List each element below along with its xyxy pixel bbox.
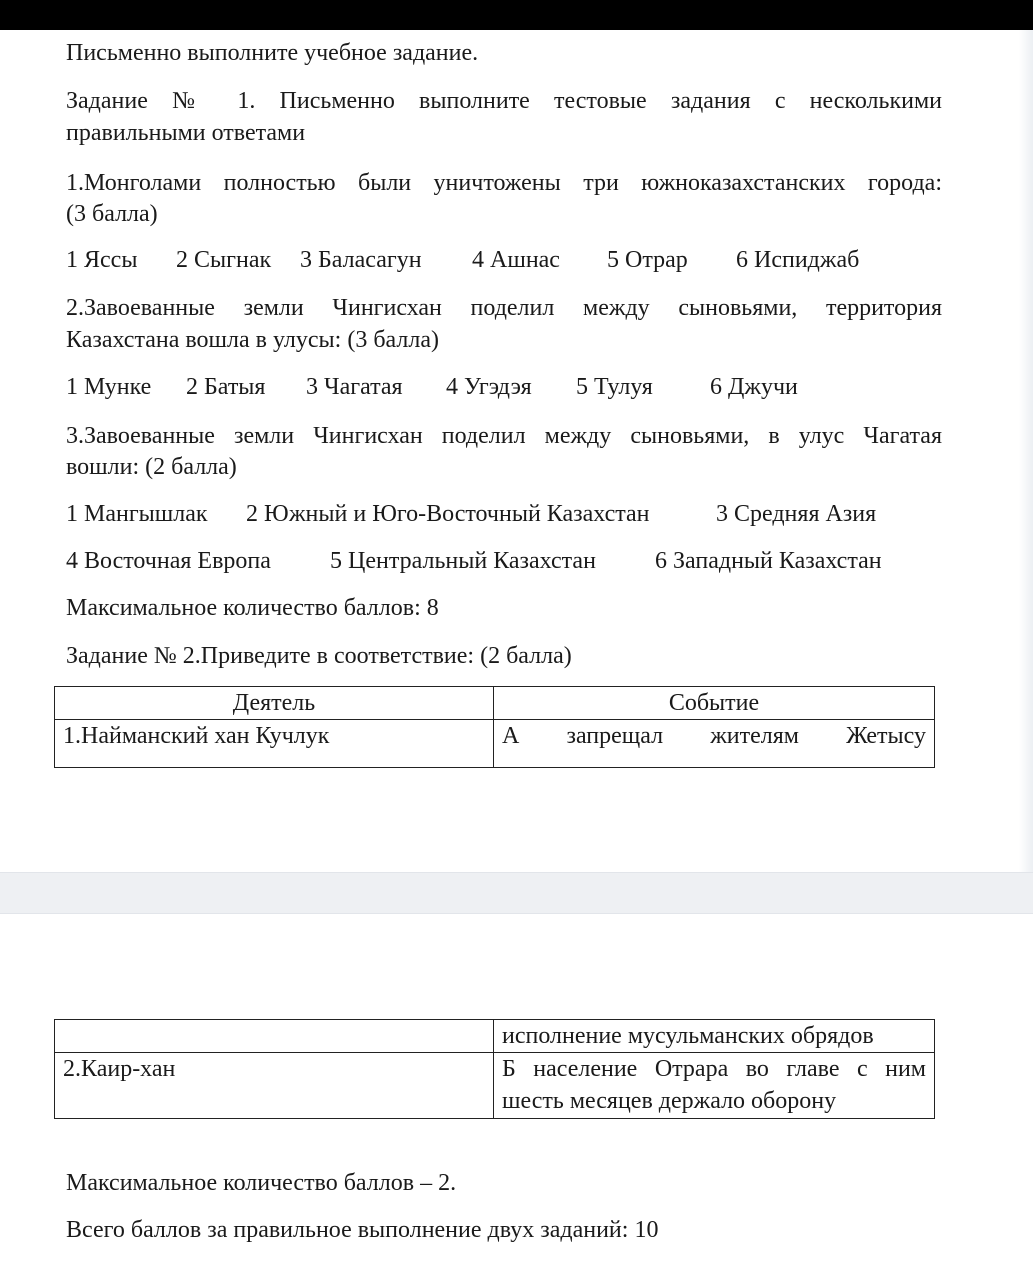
- task1-title-line2: правильными ответами: [66, 120, 306, 146]
- table-row: [55, 1020, 935, 1053]
- row2-event: [494, 1053, 935, 1119]
- task2-title: Задание № 2.Приведите в соответствие: (2 балла): [66, 643, 572, 669]
- q1-text-line1: 1.Монголами полностью были уничтожены три южноказахстанских города:: [66, 170, 942, 196]
- row2-event-line2: шесть месяцев держало оборону: [502, 1088, 837, 1114]
- q3-text-line2: вошли: (2 балла): [66, 454, 237, 480]
- q2-option: 1 Мунке: [66, 374, 152, 400]
- q1-option: 1 Яссы: [66, 247, 138, 273]
- row1-figure-continued: [55, 1020, 494, 1053]
- row1-event: А запрещал жителям Жетысу: [494, 720, 935, 768]
- total-score: Всего баллов за правильное выполнение двух заданий: 10: [66, 1217, 659, 1243]
- page-edge-shadow: [1019, 30, 1033, 875]
- page-separator: [0, 872, 1033, 914]
- q2-text-line1: 2.Завоеванные земли Чингисхан поделил между сыновьями, территория: [66, 295, 942, 321]
- task2-max-score: Максимальное количество баллов – 2.: [66, 1170, 457, 1196]
- q2-option: 6 Джучи: [710, 374, 798, 400]
- q3-text-line1: 3.Завоеванные земли Чингисхан поделил между сыновьями, в улус Чагатая: [66, 423, 942, 449]
- table-header-row: [55, 687, 935, 720]
- row2-figure: 2.Каир-хан: [55, 1053, 494, 1119]
- q3-option: 4 Восточная Европа: [66, 548, 271, 574]
- q3-option: 6 Западный Казахстан: [655, 548, 882, 574]
- q3-option: 2 Южный и Юго-Восточный Казахстан: [246, 501, 650, 527]
- q3-option: 1 Мангышлак: [66, 501, 208, 527]
- q2-option: 2 Батыя: [186, 374, 266, 400]
- q3-option: 5 Центральный Казахстан: [330, 548, 596, 574]
- q2-option: 4 Угэдэя: [446, 374, 532, 400]
- table-row: [55, 720, 935, 768]
- row1-event-continued: исполнение мусульманских обрядов: [494, 1020, 935, 1053]
- q3-option: 3 Средняя Азия: [716, 501, 877, 527]
- row1-figure: 1.Найманский хан Кучлук: [55, 720, 494, 768]
- top-bar: [0, 0, 1033, 30]
- q1-option: 6 Испиджаб: [736, 247, 860, 273]
- task1-title-line1: Задание № 1. Письменно выполните тестовые задания с несколькими: [66, 88, 942, 114]
- q1-option: 3 Баласагун: [300, 247, 422, 273]
- q2-option: 3 Чагатая: [306, 374, 403, 400]
- q2-text-line2: Казахстана вошла в улусы: (3 балла): [66, 327, 440, 353]
- q1-option: 2 Сыгнак: [176, 247, 272, 273]
- intro-text: Письменно выполните учебное задание.: [66, 40, 479, 66]
- task1-max-score: Максимальное количество баллов: 8: [66, 595, 439, 621]
- q1-option: 5 Отрар: [607, 247, 688, 273]
- match-table-part1: [54, 686, 935, 768]
- q2-option: 5 Тулуя: [576, 374, 653, 400]
- q1-option: 4 Ашнас: [472, 247, 560, 273]
- match-table-part2: [54, 1019, 935, 1119]
- table-row: [55, 1053, 935, 1119]
- header-figure: Деятель: [55, 687, 494, 720]
- q1-text-line2: (3 балла): [66, 201, 158, 227]
- row2-event-line1: Б население Отрара во главе с ним: [502, 1056, 926, 1082]
- header-event: Событие: [494, 687, 935, 720]
